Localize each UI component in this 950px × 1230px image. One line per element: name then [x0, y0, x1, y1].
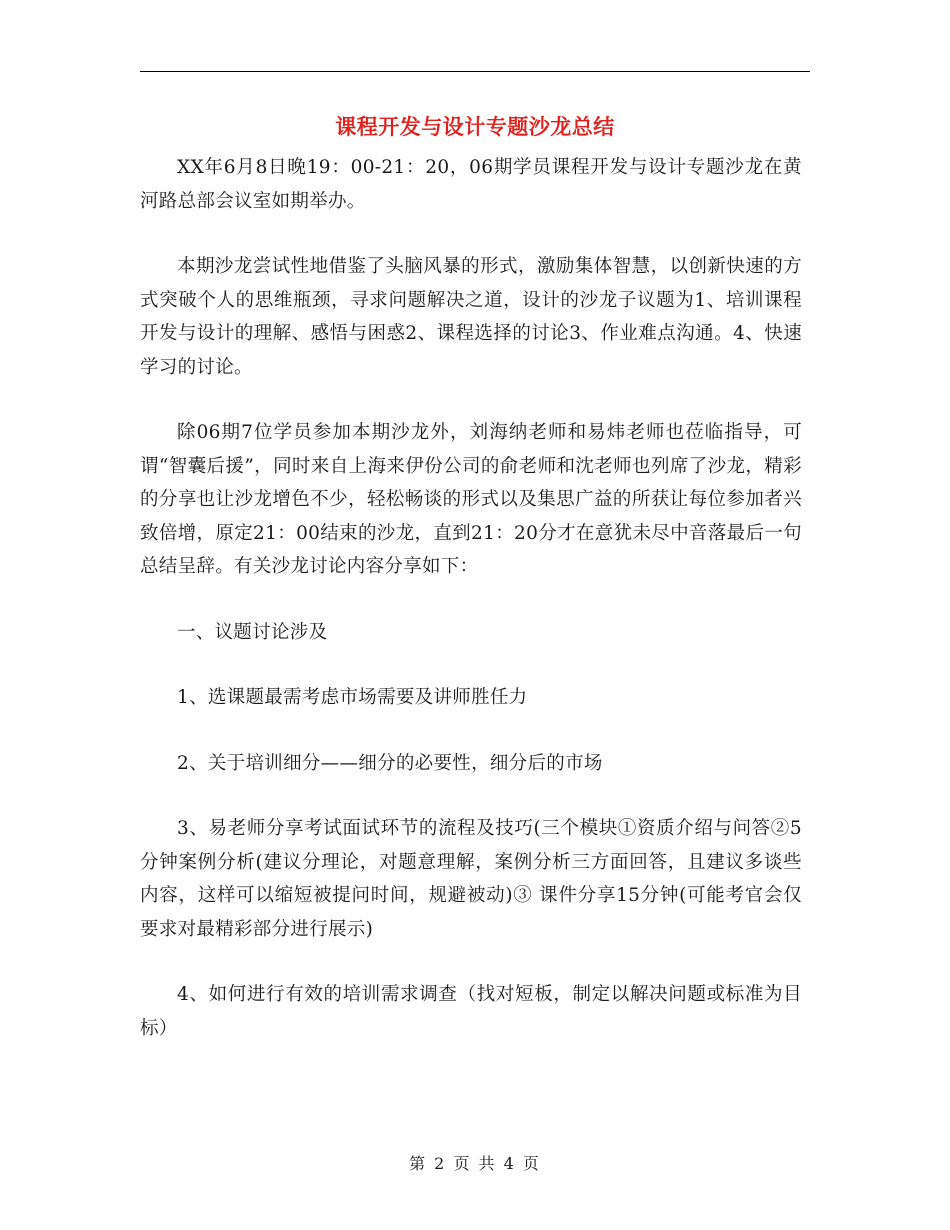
paragraph-participants: 除06期7位学员参加本期沙龙外，刘海纳老师和易炜老师也莅临指导，可谓“智囊后援”，同时来自上海来伊份公司的俞老师和沈老师也列席了沙龙，精彩的分享也让沙龙增色不少，轻松畅谈的形式以及集思广益的所获让每位参加者兴致倍增，原定21：00结束的沙龙，直到21：20分才在意犹未尽中音落最后一句总结呈辞。有关沙龙讨论内容分享如下： — [140, 422, 802, 577]
paragraph-format: 本期沙龙尝试性地借鉴了头脑风暴的形式，激励集体智慧，以创新快速的方式突破个人的思维瓶颈，寻求问题解决之道，设计的沙龙子议题为1、培训课程开发与设计的理解、感悟与困惑2、课程选择的讨论3、作业难点沟通。4、快速学习的讨论。 — [140, 256, 802, 378]
header-rule — [140, 71, 810, 72]
list-item-topic-1: 1、选课题最需考虑市场需要及讲师胜任力 — [177, 687, 528, 708]
list-item-topic-4: 4、如何进行有效的培训需求调查（找对短板，制定以解决问题或标准为目标） — [140, 984, 802, 1039]
document-title: 课程开发与设计专题沙龙总结 — [335, 114, 615, 139]
section-heading-topics: 一、议题讨论涉及 — [177, 621, 328, 643]
document-body — [140, 151, 802, 1045]
list-item-topic-2: 2、关于培训细分——细分的必要性，细分后的市场 — [177, 752, 603, 774]
page-number-footer: 第 2 页 共 4 页 — [409, 1154, 541, 1173]
paragraph-intro: XX年6月8日晚19：00-21：20，06期学员课程开发与设计专题沙龙在黄河路总部会议室如期举办。 — [140, 157, 802, 212]
list-item-topic-3: 3、易老师分享考试面试环节的流程及技巧(三个模块①资质介绍与问答②5分钟案例分析(建议分理论，对题意理解，案例分析三方面回答，且建议多谈些内容，这样可以缩短被提问时间，规避被动)③ 课件分享15分钟(可能考官会仅要求对最精彩部分进行展示) — [140, 818, 802, 940]
